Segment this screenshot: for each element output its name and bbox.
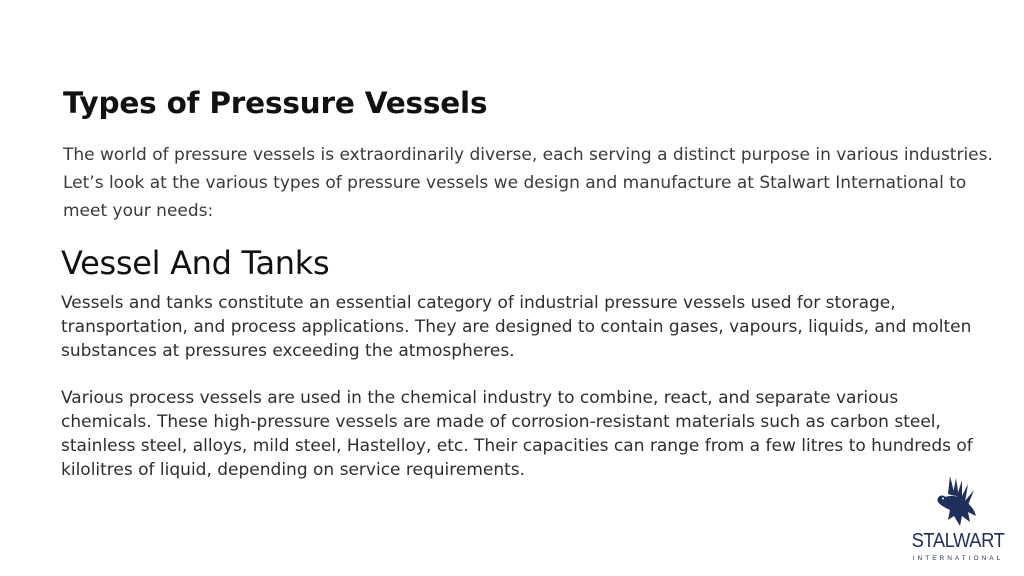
section-heading: Vessel And Tanks [61, 244, 330, 282]
logo-subtitle: INTERNATIONAL [912, 555, 1004, 562]
stalwart-logo [900, 474, 1016, 566]
body-paragraph-1: Vessels and tanks constitute an essential category of industrial pressure vessels used for storage, transportation, and process applications. They are designed to contain gases, vapours, liquids, and molten substances at pressures exceeding the atmospheres. [61, 293, 972, 361]
logo-name: STALWART [911, 530, 1005, 552]
page-title: Types of Pressure Vessels [63, 86, 488, 120]
intro-paragraph: The world of pressure vessels is extraordinarily diverse, each serving a distinct purpose in various industries. Let’s look at the various types of pressure vessels we design and manufacture at Stalwart International to meet your needs: [63, 145, 993, 221]
body-paragraph-2: Various process vessels are used in the chemical industry to combine, react, and separate various chemicals. These high-pressure vessels are made of corrosion-resistant materials such as carbon steel, stainless steel, alloys, mild steel, Hastelloy, etc. Their capacities can range from a few litres to hundreds of kilolitres of liquid, depending on service requirements. [61, 388, 973, 480]
eagle-icon [930, 474, 986, 528]
